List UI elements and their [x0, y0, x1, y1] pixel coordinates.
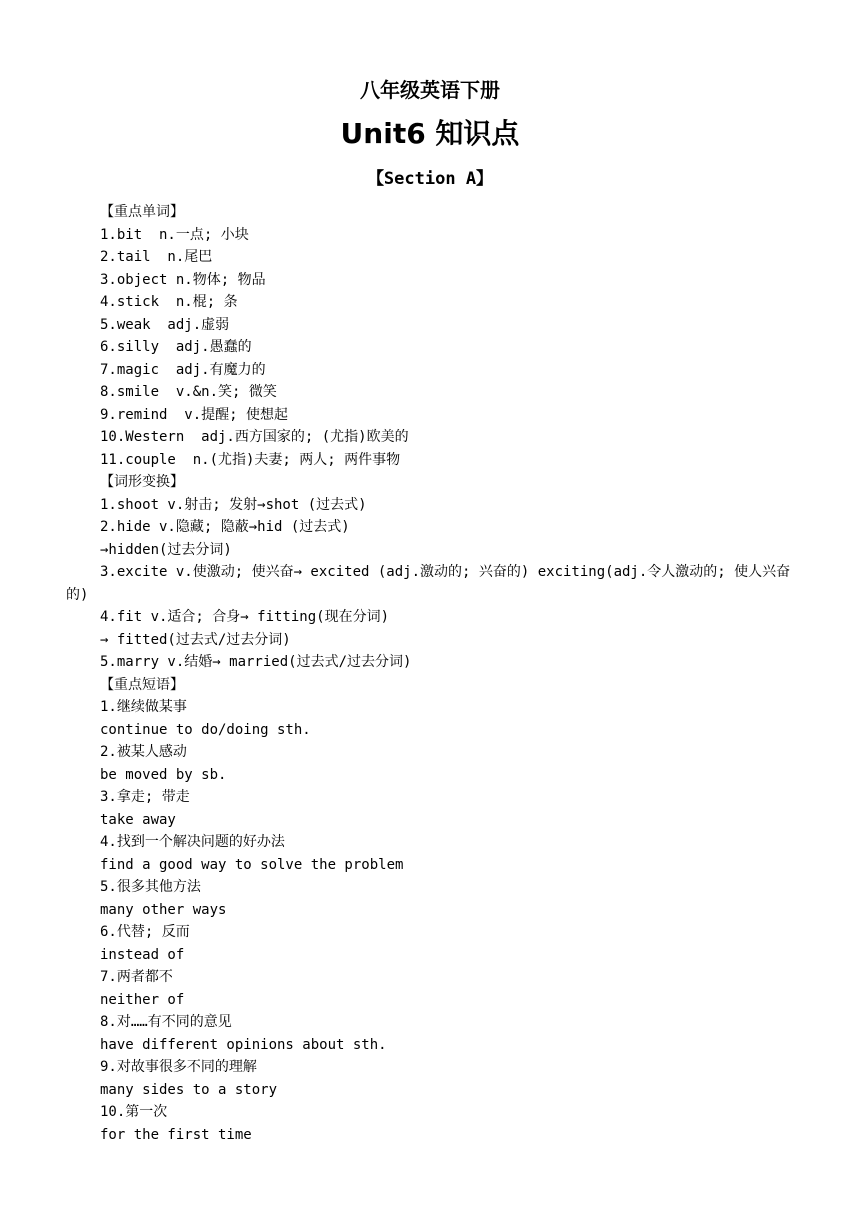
word-form-item: 1.shoot v.射击; 发射→shot (过去式) — [100, 496, 367, 513]
word-item: 4.stick n.棍; 条 — [100, 294, 238, 310]
phrase-en: continue to do/doing sth. — [100, 721, 311, 738]
phrase-cn: 10.第一次 — [100, 1104, 168, 1120]
key-phrases-heading: 【重点短语】 — [100, 676, 184, 693]
phrase-en: many sides to a story — [100, 1081, 278, 1098]
word-item: 6.silly adj.愚蠢的 — [100, 339, 252, 355]
phrase-en: be moved by sb. — [100, 766, 227, 783]
word-item: 7.magic adj.有魔力的 — [100, 361, 266, 378]
key-words-heading: 【重点单词】 — [100, 204, 184, 220]
word-item: 2.tail n.尾巴 — [100, 249, 213, 265]
word-form-item: 5.marry v.结婚→ married(过去式/过去分词) — [100, 654, 412, 670]
document-body — [66, 201, 806, 1146]
phrase-cn: 4.找到一个解决问题的好办法 — [100, 834, 285, 850]
phrase-en: for the first time — [100, 1126, 252, 1143]
phrase-cn: 8.对……有不同的意见 — [100, 1014, 232, 1030]
word-item: 10.Western adj.西方国家的; (尤指)欧美的 — [100, 429, 409, 445]
word-form-item: 3.excite v.使激动; 使兴奋→ excited (adj.激动的; 兴奋的) exciting(adj.令人激动的; 使人兴奋的) — [66, 564, 791, 603]
word-item: 1.bit n.一点; 小块 — [100, 226, 249, 243]
word-form-item: 2.hide v.隐藏; 隐蔽→hid (过去式) — [100, 519, 350, 535]
word-form-item: 4.fit v.适合; 合身→ fitting(现在分词) — [100, 609, 390, 625]
phrase-cn: 2.被某人感动 — [100, 744, 187, 760]
unit-title: Unit6 知识点 — [340, 117, 520, 150]
word-form-item-cont: →hidden(过去分词) — [100, 541, 232, 558]
phrase-en: neither of — [100, 991, 185, 1008]
phrase-en: find a good way to solve the problem — [100, 856, 404, 873]
phrase-en: many other ways — [100, 901, 227, 918]
word-item: 3.object n.物体; 物品 — [100, 271, 266, 288]
word-item: 5.weak adj.虚弱 — [100, 316, 230, 333]
word-item: 9.remind v.提醒; 使想起 — [100, 406, 289, 423]
phrase-cn: 7.两者都不 — [100, 969, 173, 985]
phrase-cn: 5.很多其他方法 — [100, 879, 201, 895]
word-form-item-cont: → fitted(过去式/过去分词) — [100, 631, 291, 648]
section-title: 【Section A】 — [366, 169, 494, 189]
phrase-en: instead of — [100, 946, 185, 963]
phrase-cn: 6.代替; 反而 — [100, 924, 190, 940]
phrase-cn: 1.继续做某事 — [100, 699, 187, 715]
word-item: 8.smile v.&n.笑; 微笑 — [100, 384, 277, 400]
phrase-cn: 9.对故事很多不同的理解 — [100, 1059, 257, 1075]
word-item: 11.couple n.(尤指)夫妻; 两人; 两件事物 — [100, 451, 401, 468]
phrase-en: take away — [100, 811, 176, 828]
phrase-cn: 3.拿走; 带走 — [100, 789, 190, 805]
phrase-en: have different opinions about sth. — [100, 1036, 387, 1053]
grade-title: 八年级英语下册 — [360, 78, 500, 102]
word-forms-heading: 【词形变换】 — [100, 474, 184, 490]
